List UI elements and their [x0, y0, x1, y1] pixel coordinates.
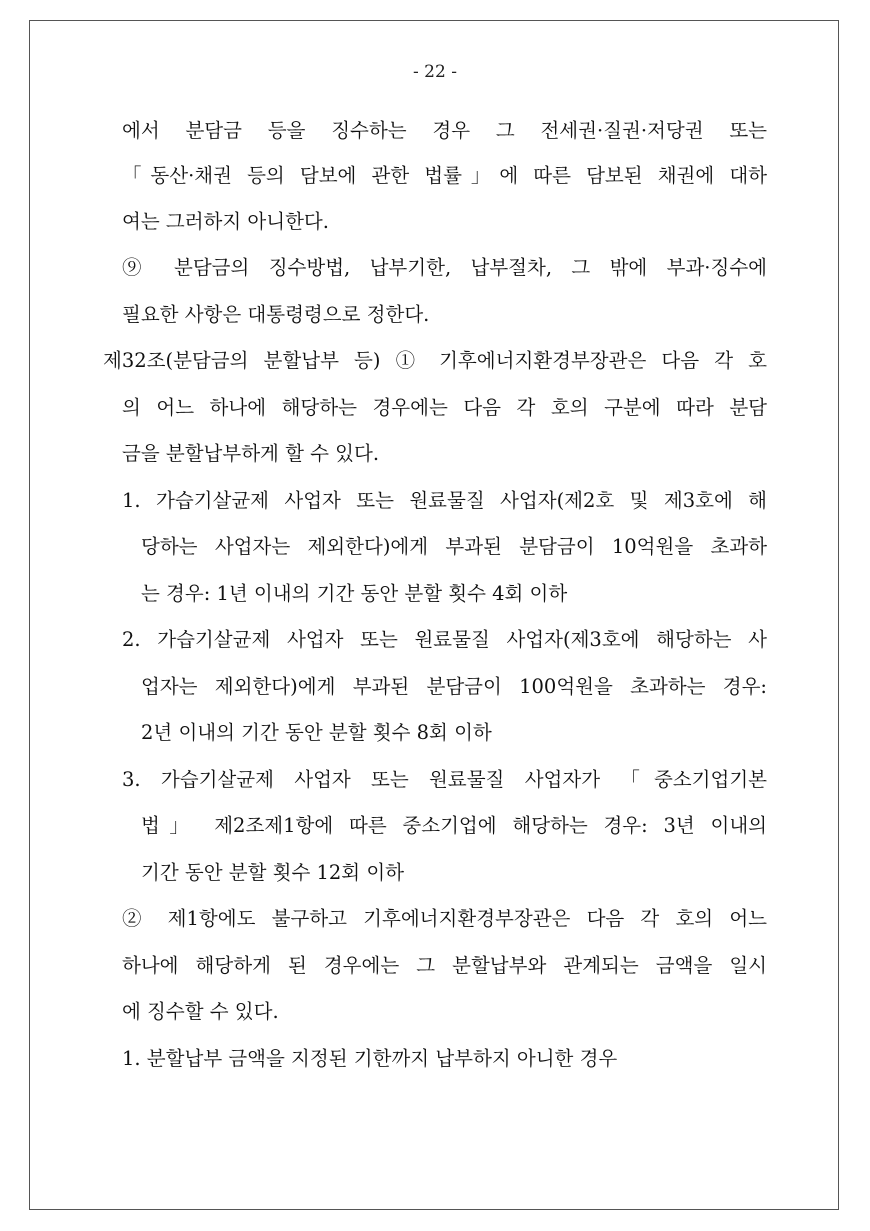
list-item-line: 1. 가습기살균제 사업자 또는 원료물질 사업자(제2호 및 제3호에 해 — [122, 489, 767, 512]
text-line: 금을 분할납부하게 할 수 있다. — [122, 442, 380, 465]
list-item-line: 기간 동안 분할 횟수 12회 이하 — [141, 861, 405, 884]
list-item-line: 업자는 제외한다)에게 부과된 분담금이 100억원을 초과하는 경우: — [141, 675, 767, 698]
list-item-line: 법」 제2조제1항에 따른 중소기업에 해당하는 경우: 3년 이내의 — [141, 814, 767, 837]
list-item-line: 3. 가습기살균제 사업자 또는 원료물질 사업자가 「중소기업기본 — [122, 768, 767, 791]
text-line: 의 어느 하나에 해당하는 경우에는 다음 각 호의 구분에 따라 분담 — [122, 396, 767, 419]
text-line: 「동산·채권 등의 담보에 관한 법률」에 따른 담보된 채권에 대하 — [122, 164, 767, 187]
text-line: 하나에 해당하게 된 경우에는 그 분할납부와 관계되는 금액을 일시 — [122, 954, 767, 977]
text-line: 에 징수할 수 있다. — [122, 1000, 279, 1023]
list-item-line: 2. 가습기살균제 사업자 또는 원료물질 사업자(제3호에 해당하는 사 — [122, 628, 767, 651]
list-item-line: 1. 분할납부 금액을 지정된 기한까지 납부하지 아니한 경우 — [122, 1047, 618, 1070]
article-heading-line: 제32조(분담금의 분할납부 등) ① 기후에너지환경부장관은 다음 각 호 — [103, 349, 767, 372]
list-item-line: 당하는 사업자는 제외한다)에게 부과된 분담금이 10억원을 초과하 — [141, 535, 767, 558]
text-line: ② 제1항에도 불구하고 기후에너지환경부장관은 다음 각 호의 어느 — [122, 907, 767, 930]
text-line: 여는 그러하지 아니한다. — [122, 210, 329, 233]
list-item-line: 2년 이내의 기간 동안 분할 횟수 8회 이하 — [141, 721, 492, 744]
text-line: 필요한 사항은 대통령령으로 정한다. — [122, 303, 430, 326]
text-line: ⑨ 분담금의 징수방법, 납부기한, 납부절차, 그 밖에 부과·징수에 — [122, 256, 767, 279]
page-frame — [29, 20, 839, 1210]
text-line: 에서 분담금 등을 징수하는 경우 그 전세권·질권·저당권 또는 — [122, 119, 767, 142]
page-number: - 22 - — [413, 62, 457, 82]
list-item-line: 는 경우: 1년 이내의 기간 동안 분할 횟수 4회 이하 — [141, 582, 568, 605]
